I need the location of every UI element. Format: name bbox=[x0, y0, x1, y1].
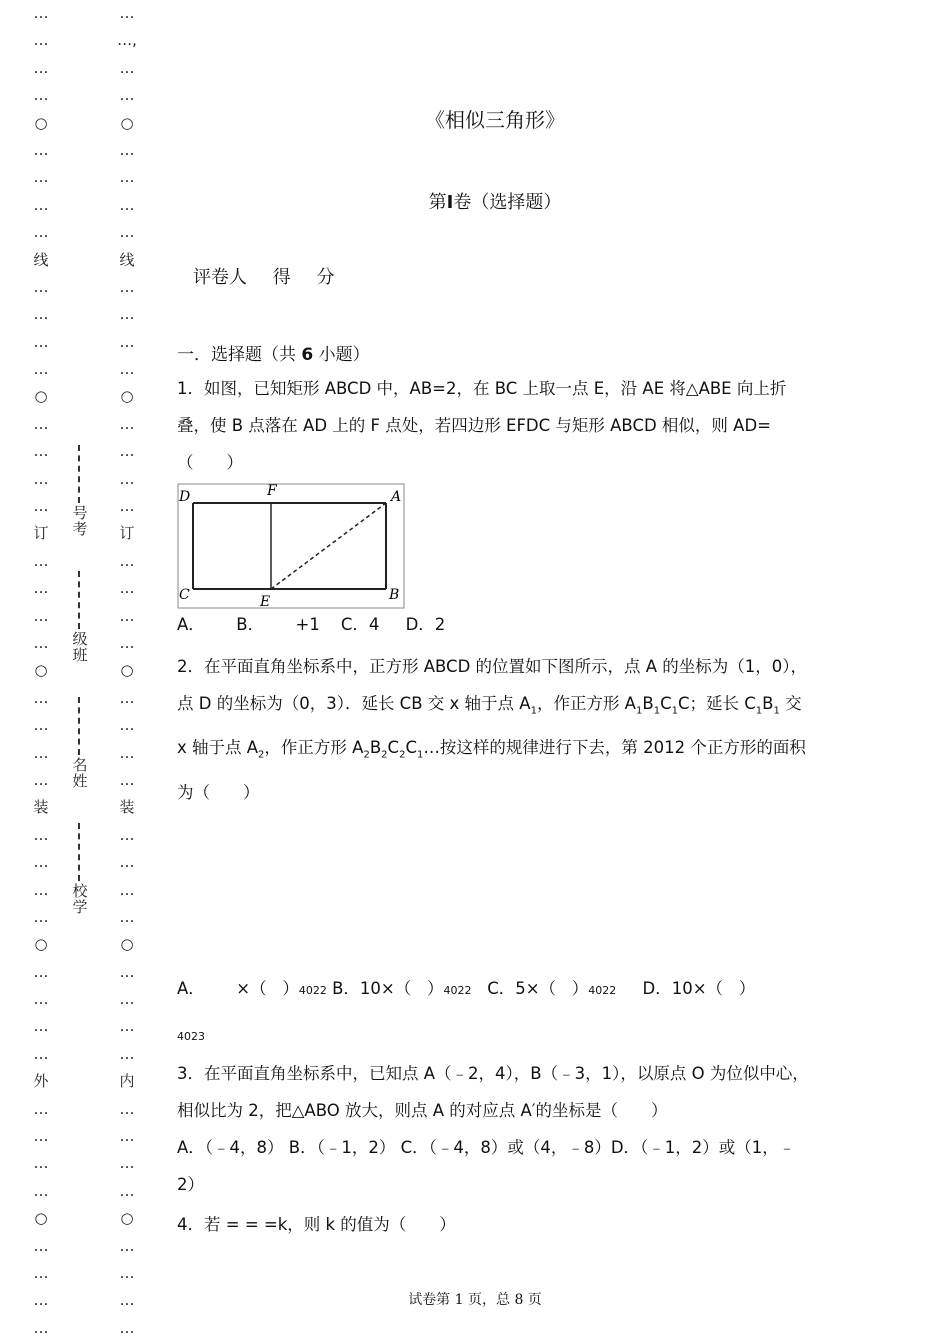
binding-left-mark: … bbox=[33, 58, 49, 77]
binding-right-mark: 装 bbox=[119, 798, 135, 817]
q2-option-b-exponent: 4022 bbox=[443, 984, 472, 997]
binding-left-mark: … bbox=[33, 1127, 49, 1146]
binding-left-mark: … bbox=[33, 305, 49, 324]
binding-right-mark: … bbox=[119, 907, 135, 926]
binding-left-mark: … bbox=[33, 688, 49, 707]
page-title: 《相似三角形》 bbox=[425, 108, 565, 132]
q2-sub: 1 bbox=[653, 705, 661, 717]
binding-left-mark: … bbox=[33, 1099, 49, 1118]
binding-right-mark: … bbox=[119, 414, 135, 433]
section-suffix: 小题） bbox=[313, 345, 370, 365]
binding-left-mark: … bbox=[33, 277, 49, 296]
q2-sub: 1 bbox=[530, 705, 537, 717]
binding-right-mark: … bbox=[119, 962, 135, 981]
q2-text: B bbox=[369, 738, 382, 758]
q2-sub: 1 bbox=[773, 705, 780, 717]
q2-option-a-exponent: 4022 bbox=[298, 984, 327, 997]
binding-right-mark: … bbox=[119, 195, 135, 214]
binding-left-mark: … bbox=[33, 414, 49, 433]
label-a: A bbox=[391, 489, 402, 505]
binding-right-mark: … bbox=[119, 1291, 135, 1310]
q2-sub: 1 bbox=[755, 705, 763, 717]
label-d: D bbox=[179, 489, 191, 505]
binding-left-mark: … bbox=[33, 1236, 49, 1255]
section-count: 6 bbox=[301, 345, 314, 365]
binding-right-mark: … bbox=[119, 140, 135, 159]
binding-left-mark: … bbox=[33, 907, 49, 926]
subtitle-roman: I bbox=[446, 192, 454, 213]
binding-left-mark: ○ bbox=[34, 387, 48, 406]
binding-left-mark: … bbox=[33, 743, 49, 762]
binding-right-mark: ○ bbox=[120, 661, 134, 680]
binding-left-mark: 装 bbox=[33, 798, 49, 817]
binding-margin-right bbox=[112, 0, 142, 1342]
binding-left-mark: … bbox=[33, 497, 49, 516]
q2-option-c: C．5×（ ） bbox=[471, 979, 589, 998]
q2-option-d-exponent: 4023 bbox=[177, 1030, 205, 1043]
binding-right-mark: … bbox=[119, 497, 135, 516]
section-prefix: 一．选择题（共 bbox=[177, 345, 302, 365]
binding-right-mark: … bbox=[119, 825, 135, 844]
binding-left-mark: … bbox=[33, 1263, 49, 1282]
q2-text: C bbox=[405, 738, 417, 758]
question-3: 3．在平面直角坐标系中，已知点 A（﹣2，4），B（﹣3，1），以原点 O 为位似中心，相似比为 2，把△ABO 放大，则点 A 的对应点 A′的坐标是（ ） bbox=[177, 1064, 809, 1120]
binding-left-mark: … bbox=[33, 990, 49, 1009]
school-field[interactable] bbox=[62, 823, 98, 915]
binding-right-mark: ○ bbox=[120, 387, 134, 406]
binding-margin-left bbox=[26, 0, 56, 1342]
binding-left-mark: … bbox=[33, 360, 49, 379]
name-field[interactable] bbox=[62, 697, 98, 789]
class-blank bbox=[78, 571, 82, 629]
subtitle-suffix: 卷（选择题） bbox=[453, 192, 562, 213]
q2-option-a: A． ×（ ） bbox=[177, 979, 299, 998]
binding-right-mark: … bbox=[119, 606, 135, 625]
binding-left-mark: … bbox=[33, 31, 49, 50]
q2-text: ，作正方形 A bbox=[264, 738, 364, 758]
q2-option-c-exponent: 4022 bbox=[588, 984, 617, 997]
binding-right-mark: 线 bbox=[119, 250, 135, 269]
section-heading bbox=[177, 340, 370, 365]
binding-left-mark: 线 bbox=[33, 250, 49, 269]
binding-right-mark: … bbox=[119, 1236, 135, 1255]
binding-right-mark: 内 bbox=[119, 1072, 135, 1091]
q2-text-1: 2．在平面直角坐标系中，正方形 ABCD 的位置如下图所示，点 A 的坐标为（1，0），点 D 的坐标为（0，3）．延长 CB 交 x 轴于点 A bbox=[177, 657, 808, 713]
question-1-options: A． B． +1 C．4 D．2 bbox=[177, 615, 446, 634]
binding-right-mark: … bbox=[119, 990, 135, 1009]
binding-left-mark: … bbox=[33, 1181, 49, 1200]
binding-right-mark: … bbox=[119, 551, 135, 570]
q2-text: C；延长 C bbox=[677, 694, 756, 713]
q2-sub: 1 bbox=[635, 705, 643, 717]
label-c: C bbox=[179, 587, 190, 603]
paper-subtitle bbox=[177, 188, 813, 214]
binding-right-mark: … bbox=[119, 442, 135, 461]
binding-left-mark: … bbox=[33, 1154, 49, 1173]
binding-right-mark: … bbox=[119, 4, 135, 22]
class-label: 级班 bbox=[70, 631, 89, 663]
binding-right-mark: … bbox=[119, 86, 135, 105]
binding-right-mark: … bbox=[119, 1017, 135, 1036]
binding-left-mark: … bbox=[33, 332, 49, 351]
q2-text: C bbox=[660, 694, 672, 713]
binding-right-mark: … bbox=[119, 1099, 135, 1118]
binding-left-mark: … bbox=[33, 86, 49, 105]
binding-left-mark: … bbox=[33, 853, 49, 872]
binding-right-mark: … bbox=[119, 223, 135, 242]
binding-left-mark: … bbox=[33, 140, 49, 159]
q2-sub: 1 bbox=[671, 705, 678, 717]
binding-right-mark: … bbox=[119, 1127, 135, 1146]
binding-right-mark: … bbox=[119, 688, 135, 707]
binding-right-mark: … bbox=[119, 1263, 135, 1282]
binding-left-mark: ○ bbox=[34, 1209, 48, 1228]
binding-right-mark: … bbox=[119, 277, 135, 296]
binding-right-mark: … bbox=[119, 579, 135, 598]
binding-right-mark: … bbox=[119, 743, 135, 762]
binding-left-mark: … bbox=[33, 606, 49, 625]
name-label: 名姓 bbox=[70, 757, 89, 789]
exam-number-field[interactable] bbox=[62, 445, 98, 537]
name-blank bbox=[78, 697, 82, 755]
q2-text: B bbox=[642, 694, 654, 713]
binding-right-mark: … bbox=[119, 332, 135, 351]
label-b: B bbox=[389, 587, 400, 603]
binding-left-mark: 外 bbox=[33, 1072, 49, 1091]
class-field[interactable] bbox=[62, 571, 98, 663]
exam-number-label: 号考 bbox=[70, 505, 89, 537]
q2-option-b: B．10×（ ） bbox=[326, 979, 444, 998]
binding-left-mark: … bbox=[33, 1017, 49, 1036]
rectangle-fold-figure bbox=[177, 483, 405, 609]
binding-right-mark: … bbox=[119, 853, 135, 872]
binding-left-mark: … bbox=[33, 770, 49, 789]
binding-right-mark: … bbox=[119, 1044, 135, 1063]
q2-sub: 2 bbox=[363, 749, 370, 761]
binding-right-mark: ○ bbox=[120, 113, 134, 132]
school-label: 校学 bbox=[70, 883, 89, 915]
binding-right-mark: … bbox=[119, 633, 135, 652]
binding-left-mark: … bbox=[33, 825, 49, 844]
question-2 bbox=[177, 648, 813, 811]
q2-text: B bbox=[762, 694, 774, 713]
question-1: 1．如图，已知矩形 ABCD 中，AB=2，在 BC 上取一点 E，沿 AE 将△ABE 向上折叠，使 B 点落在 AD 上的 F 点处，若四边形 EFDC 与矩形 ABCD 相似，则 AD=（ ） bbox=[177, 379, 787, 472]
binding-right-mark: … bbox=[119, 770, 135, 789]
question-3-options: A．（﹣4，8） B．（﹣1，2） C．（﹣4，8）或（4，﹣8）D．（﹣1，2）或（1，﹣2） bbox=[177, 1138, 796, 1194]
exam-number-blank bbox=[78, 445, 82, 503]
q2-text: 交 x 轴于点 A bbox=[177, 694, 802, 758]
grader-score-table: 评卷人 得 分 bbox=[193, 267, 335, 288]
binding-left-mark: ○ bbox=[34, 661, 48, 680]
binding-right-mark: … bbox=[119, 1318, 135, 1337]
binding-left-mark: … bbox=[33, 168, 49, 187]
label-f: F bbox=[267, 483, 277, 499]
q2-sub: 2 bbox=[258, 749, 265, 761]
binding-left-mark: … bbox=[33, 880, 49, 899]
binding-left-mark: … bbox=[33, 716, 49, 735]
student-info-fields bbox=[62, 445, 98, 949]
binding-left-mark: ○ bbox=[34, 935, 48, 954]
binding-right-mark: 订 bbox=[119, 524, 135, 543]
school-blank bbox=[78, 823, 82, 881]
binding-right-mark: … bbox=[119, 716, 135, 735]
binding-right-mark: … bbox=[119, 1154, 135, 1173]
q2-sub: 2 bbox=[381, 749, 388, 761]
binding-left-mark: … bbox=[33, 4, 49, 22]
q2-text: …按这样的规律进行下去，第 2012 个正方形的面积为（ ） bbox=[177, 738, 806, 802]
question-2-options bbox=[177, 975, 755, 999]
binding-left-mark: … bbox=[33, 1044, 49, 1063]
binding-right-mark: … bbox=[119, 469, 135, 488]
binding-right-mark: … bbox=[119, 1181, 135, 1200]
binding-left-mark: … bbox=[33, 1291, 49, 1310]
binding-right-mark: … bbox=[119, 360, 135, 379]
binding-left-mark: … bbox=[33, 442, 49, 461]
binding-left-mark: … bbox=[33, 195, 49, 214]
binding-right-mark: … bbox=[119, 168, 135, 187]
binding-right-mark: …, bbox=[117, 31, 137, 50]
binding-left-mark: … bbox=[33, 962, 49, 981]
binding-left-mark: ○ bbox=[34, 113, 48, 132]
q2-option-d: D．10×（ ） bbox=[616, 979, 756, 998]
binding-left-mark: 订 bbox=[33, 524, 49, 543]
q2-text: ，作正方形 A bbox=[536, 694, 636, 713]
fold-line-ae bbox=[271, 503, 386, 589]
q2-sub: 2 bbox=[399, 749, 406, 761]
binding-left-mark: … bbox=[33, 1318, 49, 1337]
page-footer: 试卷第 1 页，总 8 页 bbox=[408, 1292, 542, 1308]
binding-left-mark: … bbox=[33, 633, 49, 652]
subtitle-prefix: 第 bbox=[428, 192, 447, 213]
question-4: 4．若 = = =k，则 k 的值为（ ） bbox=[177, 1215, 456, 1234]
binding-right-mark: … bbox=[119, 58, 135, 77]
binding-right-mark: … bbox=[119, 305, 135, 324]
label-e: E bbox=[260, 594, 271, 609]
binding-left-mark: … bbox=[33, 551, 49, 570]
binding-left-mark: … bbox=[33, 579, 49, 598]
q2-text: C bbox=[387, 738, 400, 758]
binding-right-mark: ○ bbox=[120, 1209, 134, 1228]
q2-sub: 1 bbox=[416, 749, 424, 761]
binding-right-mark: ○ bbox=[120, 935, 134, 954]
binding-right-mark: … bbox=[119, 880, 135, 899]
binding-left-mark: … bbox=[33, 223, 49, 242]
binding-left-mark: … bbox=[33, 469, 49, 488]
